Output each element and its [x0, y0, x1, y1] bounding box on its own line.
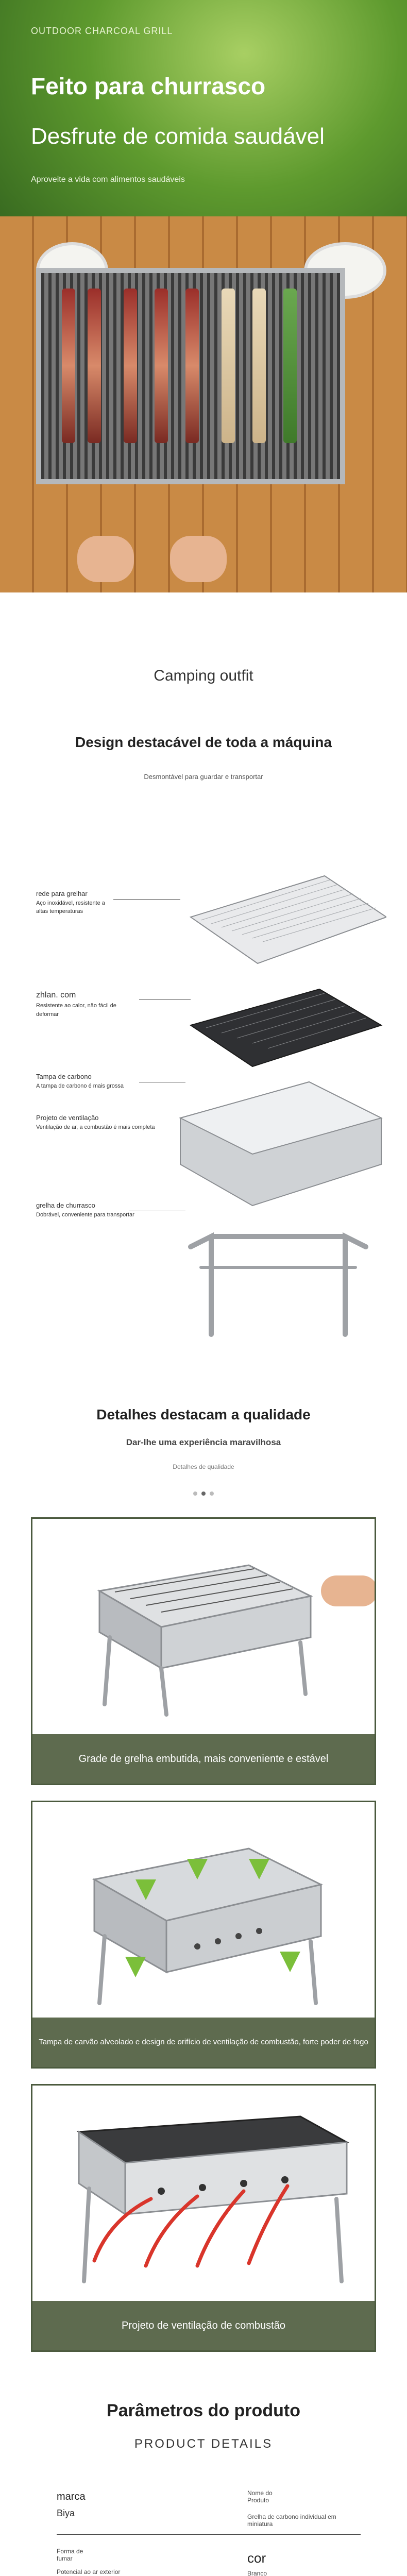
dot-icon [201, 1492, 206, 1496]
params-row [57, 2535, 361, 2576]
detail-card [31, 1801, 376, 2069]
param-value: Branco [247, 2570, 267, 2576]
detail-card [31, 2084, 376, 2352]
params-title: Parâmetros do produto [107, 2401, 300, 2420]
params-table [57, 2478, 361, 2576]
detail-card [31, 1517, 376, 1785]
note-desc: Ventilação de ar, a combustão é mais completa [36, 1124, 155, 1130]
card-caption: Projeto de ventilação de combustão [32, 2301, 375, 2350]
details-subtitle: Dar-lhe uma experiência maravilhosa [126, 1437, 281, 1447]
detach-title: Design destacável de toda a máquina [75, 734, 332, 750]
note-desc: Resistente ao calor, não fácil de deformar [36, 1003, 116, 1018]
param-label: cor [247, 2550, 266, 2566]
detach-note [36, 989, 139, 1019]
card-caption: Grade de grelha embutida, mais conveniente e estável [32, 1734, 375, 1784]
skewer-image [62, 289, 75, 443]
params-row [57, 2478, 361, 2535]
detach-note [36, 1072, 139, 1090]
card-caption: Tampa de carvão alveolado e design de orifício de ventilação de combustão, forte poder de fogo [32, 2018, 375, 2067]
hero-subtitle: Desfrute de comida saudável [31, 124, 325, 149]
detach-subtitle: Desmontável para guardar e transportar [144, 773, 263, 781]
skewer-image [283, 289, 297, 443]
note-desc: Aço inoxidável, resistente a altas temperaturas [36, 900, 105, 914]
grill-net-part [191, 876, 386, 963]
detach-note [36, 1113, 170, 1131]
exploded-grill-diagram [170, 855, 386, 1370]
params-subtitle: PRODUCT DETAILS [134, 2437, 273, 2451]
inner-rack-part [191, 989, 381, 1066]
skewer-image [252, 289, 266, 443]
note-label: zhlan. com [36, 991, 76, 999]
note-label: Projeto de ventilação [36, 1114, 99, 1122]
param-value: Biya [57, 2508, 75, 2518]
detach-note [36, 1200, 170, 1219]
note-label: rede para grelhar [36, 890, 88, 897]
note-label: grelha de churrasco [36, 1201, 95, 1209]
outfit-title: Camping outfit [154, 667, 253, 684]
hero-brand: OUTDOOR CHARCOAL GRILL [31, 26, 173, 36]
param-label: Nome do Produto [247, 2489, 273, 2504]
grill-handle-image [32, 1519, 375, 1735]
details-title: Detalhes destacam a qualidade [96, 1406, 311, 1422]
skewer-image [185, 289, 199, 443]
note-label: Tampa de carbono [36, 1073, 92, 1080]
param-value: Potencial ao ar exterior [57, 2568, 121, 2575]
carousel-dots [0, 1489, 407, 1498]
hand-image [77, 536, 134, 582]
dot-icon [193, 1492, 197, 1496]
param-label: Forma de fumar [57, 2548, 83, 2562]
grill-box-part [180, 1082, 381, 1206]
hero-banner [0, 0, 407, 592]
note-desc: Dobrável, conveniente para transportar [36, 1211, 134, 1218]
pointer-line [139, 999, 191, 1000]
pointer-line [113, 899, 180, 900]
ventilation-image [32, 2086, 375, 2302]
hero-tagline: Aproveite a vida com alimentos saudáveis [31, 175, 185, 184]
skewer-image [222, 289, 235, 443]
detach-note [36, 889, 113, 916]
charcoal-tray-image [32, 1802, 375, 2019]
skewer-image [88, 289, 101, 443]
details-note: Detalhes de qualidade [173, 1463, 234, 1470]
hero-title: Feito para churrasco [31, 73, 266, 99]
folding-legs-part [191, 1236, 366, 1334]
skewer-image [155, 289, 168, 443]
param-label: marca [57, 2491, 86, 2502]
hand-image [170, 536, 227, 582]
param-value: Grelha de carbono individual em miniatura [247, 2513, 336, 2528]
skewer-image [124, 289, 137, 443]
note-desc: A tampa de carbono é mais grossa [36, 1082, 124, 1089]
dot-icon [210, 1492, 214, 1496]
